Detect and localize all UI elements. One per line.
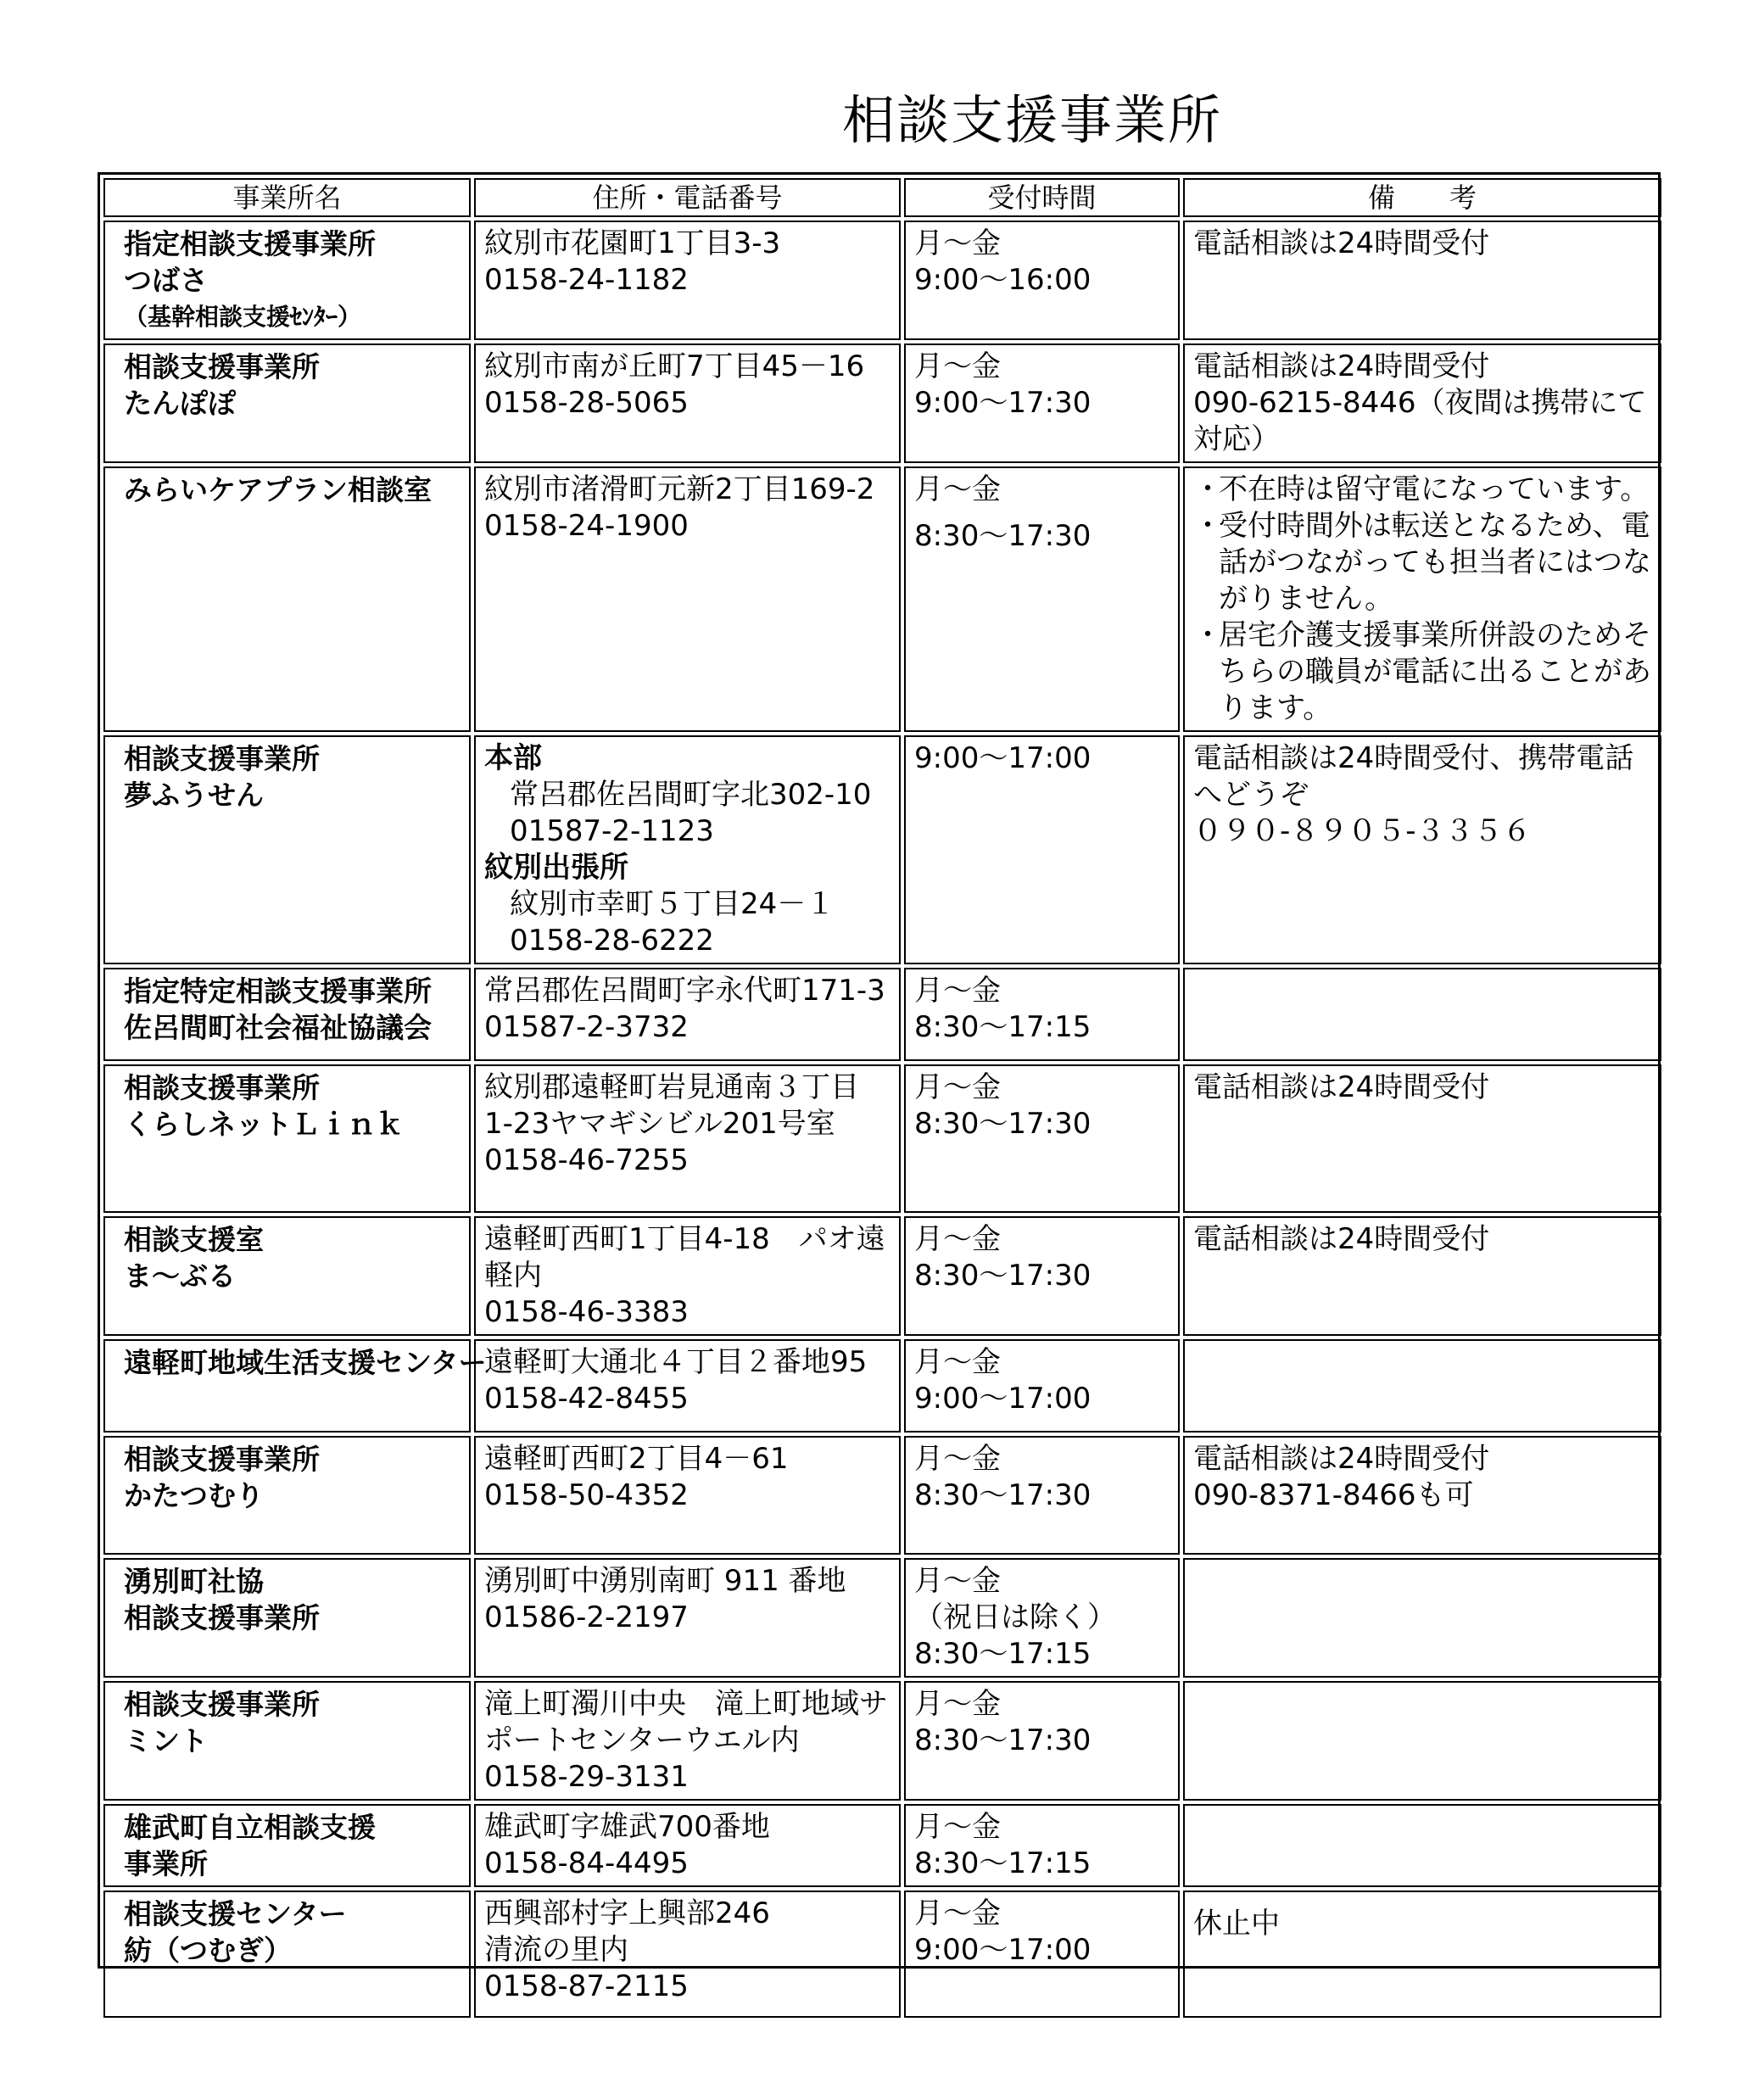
office-address: 常呂郡佐呂間町字永代町171-3 01587-2-3732: [474, 968, 901, 1061]
page-title: 相談支援事業所: [841, 89, 1222, 151]
office-name: みらいケアプラン相談室: [103, 466, 471, 732]
office-hours: 月～金 8:30～17:15: [904, 1804, 1180, 1887]
office-name: 相談支援センター 紡（つむぎ）: [103, 1891, 471, 2018]
office-name: 指定相談支援事業所 つばさ （基幹相談支援ｾﾝﾀｰ）: [103, 221, 471, 340]
table-row: [103, 466, 1661, 732]
table-row: [103, 1681, 1661, 1801]
office-hours: 月～金 8:30～17:15: [904, 968, 1180, 1061]
office-table-frame: [98, 172, 1661, 2003]
office-hours: 月～金 8:30～17:30: [904, 1064, 1180, 1213]
office-address: 遠軽町西町2丁目4－61 0158-50-4352: [474, 1436, 901, 1555]
office-notes: [1183, 1804, 1661, 1887]
office-address: 西興部村字上興部246 清流の里内 0158-87-2115: [474, 1891, 901, 2018]
office-notes: 電話相談は24時間受付 090-8371-8466も可: [1183, 1436, 1661, 1555]
office-notes: 電話相談は24時間受付 090-6215-8446（夜間は携帯にて対応）: [1183, 343, 1661, 463]
office-hours: 月～金 8:30～17:30: [904, 1681, 1180, 1801]
office-name: 雄武町自立相談支援 事業所: [103, 1804, 471, 1887]
table-row: [103, 1339, 1661, 1433]
office-notes: [1183, 466, 1661, 732]
office-hours: 9:00～17:00: [904, 735, 1180, 964]
office-hours: 月～金 （祝日は除く） 8:30～17:15: [904, 1558, 1180, 1678]
office-notes: 電話相談は24時間受付: [1183, 221, 1661, 340]
office-hours: 月～金 9:00～17:30: [904, 343, 1180, 463]
office-name: 遠軽町地域生活支援センター: [103, 1339, 471, 1433]
table-row: [103, 1216, 1661, 1336]
office-hours: 月～金 9:00～17:00: [904, 1339, 1180, 1433]
office-address: 湧別町中湧別南町 911 番地 01586-2-2197: [474, 1558, 901, 1678]
office-name: 相談支援事業所 かたつむり: [103, 1436, 471, 1555]
office-name: 相談支援事業所 ミント: [103, 1681, 471, 1801]
table-row: [103, 968, 1661, 1061]
office-hours: 月～金 8:30～17:30: [904, 1436, 1180, 1555]
office-table: [100, 175, 1665, 2021]
office-hours: 月～金 8:30～17:30: [904, 466, 1180, 732]
header-name: 事業所名: [103, 178, 471, 217]
office-name: 相談支援室 ま～ぶる: [103, 1216, 471, 1336]
header-address: 住所・電話番号: [474, 178, 901, 217]
office-notes: 電話相談は24時間受付: [1183, 1216, 1661, 1336]
office-address: 滝上町濁川中央 滝上町地域サ ポートセンターウエル内 0158-29-3131: [474, 1681, 901, 1801]
office-address: 紋別市南が丘町7丁目45－16 0158-28-5065: [474, 343, 901, 463]
table-row: [103, 735, 1661, 964]
office-address: 雄武町字雄武700番地 0158-84-4495: [474, 1804, 901, 1887]
table-header-row: [103, 178, 1661, 217]
table-row: [103, 221, 1661, 340]
table-row: [103, 1064, 1661, 1213]
office-address: 紋別市花園町1丁目3-3 0158-24-1182: [474, 221, 901, 340]
office-name: 湧別町社協 相談支援事業所: [103, 1558, 471, 1678]
table-row: [103, 343, 1661, 463]
office-address: 遠軽町西町1丁目4-18 パオ遠 軽内 0158-46-3383: [474, 1216, 901, 1336]
office-notes: 電話相談は24時間受付、携帯電話へどうぞ ０９０-８９０５-３３５６: [1183, 735, 1661, 964]
office-name: 相談支援事業所 夢ふうせん: [103, 735, 471, 964]
header-notes: 備 考: [1183, 178, 1661, 217]
office-notes: [1183, 968, 1661, 1061]
header-hours: 受付時間: [904, 178, 1180, 217]
office-name: 相談支援事業所 くらしネットＬｉｎｋ: [103, 1064, 471, 1213]
table-row: [103, 1558, 1661, 1678]
office-hours: 月～金 8:30～17:30: [904, 1216, 1180, 1336]
office-address: 本部 常呂郡佐呂間町字北302-10 01587-2-1123 紋別出張所 紋別市幸町５丁目24－１ 0158-28-6222: [474, 735, 901, 964]
list-item: ・ 不在時は留守電になっています。: [1193, 472, 1651, 508]
list-item: ・ 受付時間外は転送となるため、電話がつながっても担当者にはつながりません。: [1193, 508, 1651, 617]
office-hours: 月～金 9:00～16:00: [904, 221, 1180, 340]
office-name: 相談支援事業所 たんぽぽ: [103, 343, 471, 463]
office-notes: [1183, 1339, 1661, 1433]
table-row: [103, 1804, 1661, 1887]
office-address: 紋別市渚滑町元新2丁目169-2 0158-24-1900: [474, 466, 901, 732]
office-address: 紋別郡遠軽町岩見通南３丁目 1-23ヤマギシビル201号室 0158-46-7255: [474, 1064, 901, 1213]
office-notes: 休止中: [1183, 1891, 1661, 2018]
office-address: 遠軽町大通北４丁目２番地95 0158-42-8455: [474, 1339, 901, 1433]
table-row: [103, 1436, 1661, 1555]
office-notes: 電話相談は24時間受付: [1183, 1064, 1661, 1213]
table-row: [103, 1891, 1661, 2018]
office-notes: [1183, 1558, 1661, 1678]
list-item: ・ 居宅介護支援事業所併設のためそちらの職員が電話に出ることがあります。: [1193, 617, 1651, 727]
notes-bullet-list: [1193, 472, 1651, 727]
office-hours: 月～金 9:00～17:00: [904, 1891, 1180, 2018]
office-name: 指定特定相談支援事業所 佐呂間町社会福祉協議会: [103, 968, 471, 1061]
office-notes: [1183, 1681, 1661, 1801]
